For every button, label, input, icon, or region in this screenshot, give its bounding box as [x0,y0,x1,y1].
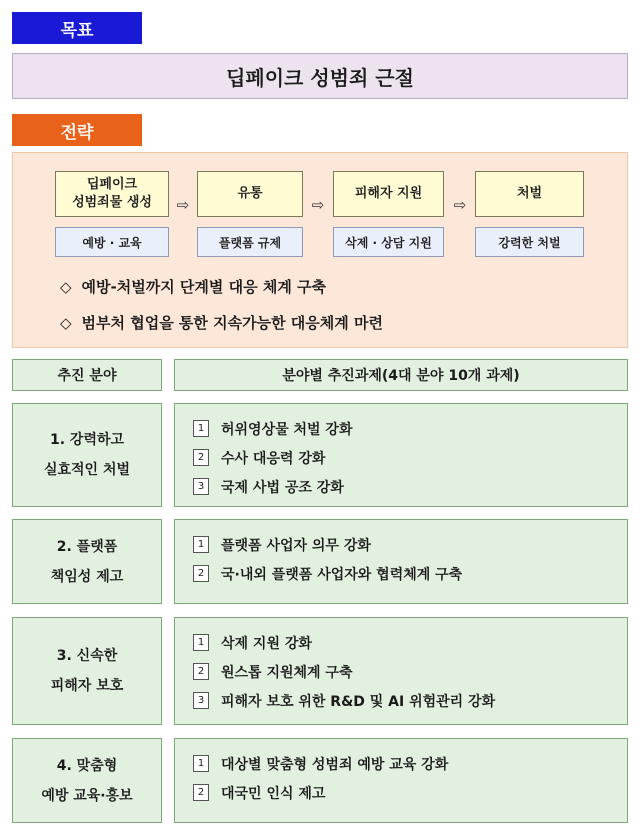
task-text: 대국민 인식 제고 [221,785,326,802]
step-creation: 딥페이크 성범죄물 생성 [55,171,169,217]
diamond-icon: ◇ [60,277,72,296]
task-text: 국·내외 플랫폼 사업자와 협력체계 구축 [221,566,463,583]
strategy-line-2 [60,312,383,333]
step-creation-sub: 예방 · 교육 [55,227,169,257]
header-area: 추진 분야 [12,359,162,391]
task-text: 원스톱 지원체계 구축 [221,664,353,681]
strategy-line-2-text: 범부처 협업을 통한 지속가능한 대응체계 마련 [81,314,383,332]
area-4-line-1: 4. 맞춤형 [56,757,118,774]
number-box: 1 [193,536,209,553]
list-item [193,686,627,715]
area-4-line-2: 예방 교육·홍보 [41,787,133,804]
step-distribution-sub: 플랫폼 규제 [197,227,303,257]
list-item [193,778,627,807]
list-item [193,657,627,686]
goal-tag: 목표 [12,12,142,44]
list-item [193,559,627,588]
header-tasks: 분야별 추진과제(4대 분야 10개 과제) [174,359,628,391]
tasks-1 [174,403,628,507]
number-box: 3 [193,478,209,495]
arrow-right-icon: ⇨ [453,196,467,214]
task-text: 국제 사법 공조 강화 [221,479,344,496]
number-box: 1 [193,755,209,772]
list-item [193,749,627,778]
tasks-2 [174,519,628,604]
step-punishment-sub: 강력한 처벌 [475,227,584,257]
step-punishment: 처벌 [475,171,584,217]
number-box: 2 [193,663,209,680]
strategy-tag: 전략 [12,114,142,146]
strategy-line-1 [60,276,326,297]
number-box: 2 [193,784,209,801]
area-1-line-2: 실효적인 처벌 [43,462,131,478]
diamond-icon: ◇ [60,313,72,332]
arrow-right-icon: ⇨ [311,196,325,214]
goal-statement: 딥페이크 성범죄 근절 [12,53,628,99]
number-box: 3 [193,692,209,709]
area-4 [12,738,162,823]
area-3 [12,617,162,725]
tasks-3 [174,617,628,725]
list-item [193,443,627,472]
tasks-4 [174,738,628,823]
step-distribution: 유통 [197,171,303,217]
list-item [193,414,627,443]
step-victim-support-sub: 삭제 · 상담 지원 [333,227,444,257]
list-item [193,530,627,559]
number-box: 2 [193,449,209,466]
area-1-line-1: 1. 강력하고 [49,432,125,448]
area-2-line-1: 2. 플랫폼 [56,538,118,555]
area-2-line-2: 책임성 제고 [50,568,124,585]
number-box: 1 [193,634,209,651]
area-2 [12,519,162,604]
number-box: 1 [193,420,209,437]
step-victim-support: 피해자 지원 [333,171,444,217]
number-box: 2 [193,565,209,582]
arrow-right-icon: ⇨ [176,196,190,214]
area-1 [12,403,162,507]
task-text: 피해자 보호 위한 R&D 및 AI 위험관리 강화 [221,693,496,710]
list-item [193,628,627,657]
area-3-line-1: 3. 신속한 [56,648,118,664]
task-text: 수사 대응력 강화 [221,450,326,467]
task-text: 플랫폼 사업자 의무 강화 [221,537,371,554]
task-text: 대상별 맞춤형 성범죄 예방 교육 강화 [221,756,449,773]
list-item [193,472,627,501]
task-text: 허위영상물 처벌 강화 [221,421,353,438]
strategy-line-1-text: 예방-처벌까지 단계별 대응 체계 구축 [81,278,327,296]
task-text: 삭제 지원 강화 [221,635,312,652]
area-3-line-2: 피해자 보호 [50,678,124,694]
